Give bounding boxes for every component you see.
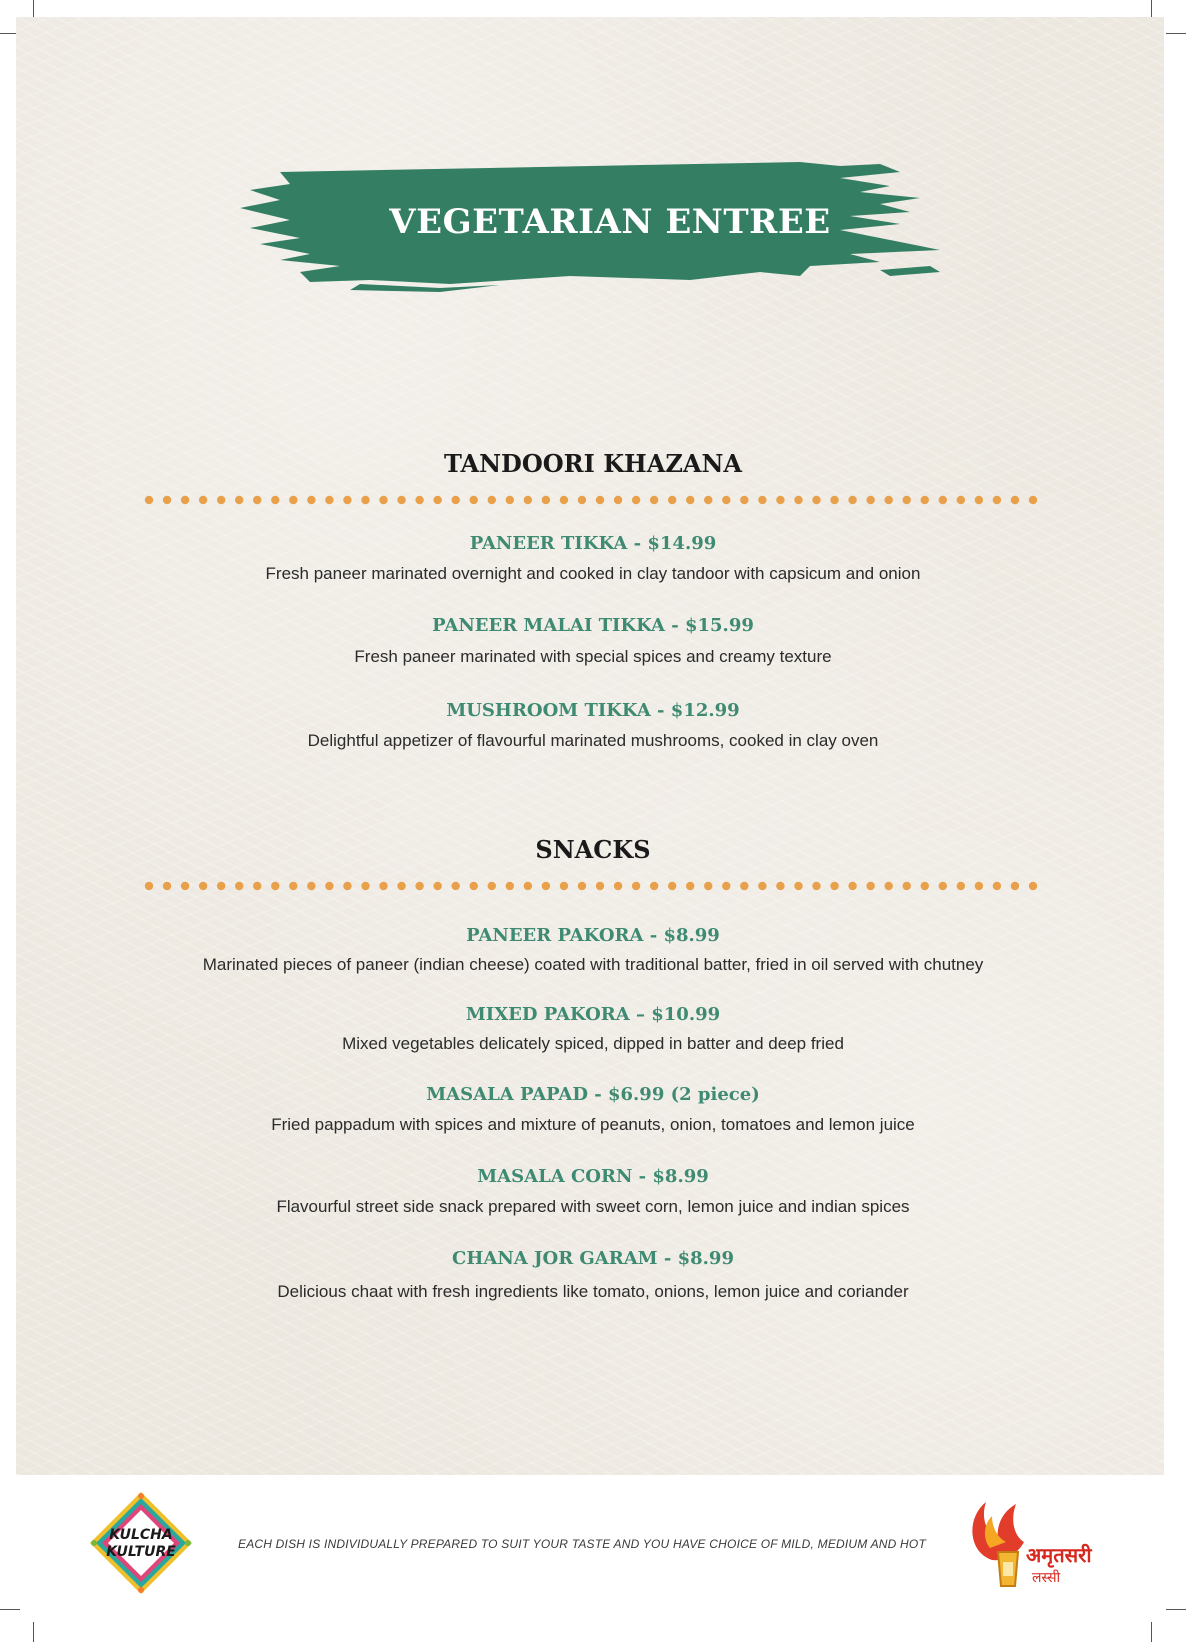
divider-dot [289,496,297,504]
divider-dot [650,882,658,890]
divider-dot [776,882,784,890]
kulcha-kulture-logo [88,1490,194,1596]
divider-dot [163,496,171,504]
divider-dot [560,496,568,504]
menu-item-desc: Delightful appetizer of flavourful marinated mushrooms, cooked in clay oven [307,731,879,750]
menu-item-desc: Mixed vegetables delicately spiced, dipped in batter and deep fried [342,1034,844,1053]
divider-dot [722,882,730,890]
divider-dot [776,496,784,504]
divider-dot [650,496,658,504]
divider-dot [235,496,243,504]
menu-item-name: MASALA PAPAD - $6.99 (2 piece) [426,1084,760,1105]
crop-mark [33,1622,34,1642]
footer-note: EACH DISH IS INDIVIDUALLY PREPARED TO SUIT YOUR TASTE AND YOU HAVE CHOICE OF MILD, MEDIUM AND HOT [238,1537,926,1551]
divider-dot [181,882,189,890]
divider-dot [307,496,315,504]
divider-dot [975,882,983,890]
divider-dot [903,496,911,504]
divider-dot [830,496,838,504]
divider-dot [848,496,856,504]
divider-dot [686,882,694,890]
divider-dot [578,496,586,504]
divider-dot [560,882,568,890]
menu-item-name: MASALA CORN - $8.99 [477,1166,709,1187]
logo-text: लस्सी [1032,1570,1061,1586]
divider-dot [632,496,640,504]
divider-dot [957,882,965,890]
divider-dot [271,882,279,890]
divider-dot [343,882,351,890]
divider-dot [289,882,297,890]
divider-dot [542,496,550,504]
divider-dot [145,882,153,890]
divider-dot [884,882,892,890]
divider-dot [217,496,225,504]
crop-mark [1151,1622,1152,1642]
divider-dot [578,882,586,890]
divider-dot [794,882,802,890]
crop-mark [1166,33,1186,34]
divider-dot [397,882,405,890]
divider-dot [812,496,820,504]
divider-dot [614,496,622,504]
divider-dot [379,496,387,504]
divider-dot [596,882,604,890]
divider-dot [740,496,748,504]
menu-item-name: PANEER MALAI TIKKA - $15.99 [432,615,754,636]
title-banner [240,158,980,296]
menu-item-desc: Fried pappadum with spices and mixture of peanuts, onion, tomatoes and lemon juice [271,1115,915,1134]
divider-dot [668,882,676,890]
divider-dot [866,882,874,890]
divider-dot [524,496,532,504]
divider-dot [1029,496,1037,504]
divider-dot [939,882,947,890]
divider-dot [451,496,459,504]
menu-item-desc: Fresh paneer marinated overnight and cooked in clay tandoor with capsicum and onion [265,564,921,583]
divider-dot [271,496,279,504]
divider-dot [1011,496,1019,504]
divider-dot [325,496,333,504]
crop-mark [1166,1609,1186,1610]
divider-dot [488,496,496,504]
divider-dot [686,496,694,504]
divider-dot [740,882,748,890]
divider-dot [1011,882,1019,890]
menu-item-desc: Fresh paneer marinated with special spices and creamy texture [354,647,832,666]
divider-dot [921,496,929,504]
menu-item-name: PANEER TIKKA - $14.99 [469,533,717,554]
menu-item-desc: Delicious chaat with fresh ingredients like tomato, onions, lemon juice and coriander [277,1282,909,1301]
divider-dot [379,882,387,890]
amritsari-lassi-logo [962,1490,1102,1600]
menu-item-name: MUSHROOM TIKKA - $12.99 [446,700,740,721]
menu-item-desc: Marinated pieces of paneer (indian cheese) coated with traditional batter, fried in oil served with chutney [202,955,984,974]
divider-dot [722,496,730,504]
divider-dot [903,882,911,890]
divider-dot [415,882,423,890]
divider-dot [451,882,459,890]
section-title-snacks: SNACKS [535,835,651,864]
divider-dot [1029,882,1037,890]
divider-dot [993,882,1001,890]
divider-dot [921,882,929,890]
divider-dot [145,496,153,504]
divider-dot [758,882,766,890]
logo-text: KULCHA [109,1527,173,1543]
divider-dot [632,882,640,890]
divider-dot [199,882,207,890]
divider-dot [163,882,171,890]
divider-dot [758,496,766,504]
divider-dot [415,496,423,504]
lassi-logo-icon [962,1490,1102,1600]
menu-item-name: MIXED PAKORA – $10.99 [465,1004,721,1025]
crop-mark [0,1609,20,1610]
divider-dot [704,496,712,504]
menu-item-name: PANEER PAKORA - $8.99 [466,925,720,946]
divider-dot [506,496,514,504]
divider-dot [470,882,478,890]
divider-dot [830,882,838,890]
menu-item-desc: Flavourful street side snack prepared with sweet corn, lemon juice and indian spices [276,1197,910,1216]
divider-dot [253,882,261,890]
diamond-logo-icon [88,1490,194,1596]
divider-dot [433,882,441,890]
divider-dot [848,882,856,890]
section-title-tandoori: TANDOORI KHAZANA [443,449,743,478]
divider-dot [307,882,315,890]
divider-dot [470,496,478,504]
dotted-divider [144,493,1038,507]
menu-item-name: CHANA JOR GARAM - $8.99 [452,1248,734,1269]
divider-dot [704,882,712,890]
divider-dot [614,882,622,890]
divider-dot [343,496,351,504]
divider-dot [596,496,604,504]
divider-dot [361,882,369,890]
divider-dot [325,882,333,890]
divider-dot [812,882,820,890]
divider-dot [397,496,405,504]
divider-dot [217,882,225,890]
divider-dot [199,496,207,504]
logo-text: अमृतसरी [1026,1543,1092,1567]
divider-dot [433,496,441,504]
dotted-divider [144,879,1038,893]
divider-dot [542,882,550,890]
divider-dot [253,496,261,504]
divider-dot [524,882,532,890]
divider-dot [181,496,189,504]
divider-dot [957,496,965,504]
divider-dot [668,496,676,504]
divider-dot [361,496,369,504]
divider-dot [884,496,892,504]
divider-dot [993,496,1001,504]
divider-dot [488,882,496,890]
divider-dot [939,496,947,504]
page-title: VEGETARIAN ENTREE [389,202,831,242]
divider-dot [794,496,802,504]
logo-text: KULTURE [106,1544,176,1560]
divider-dot [235,882,243,890]
divider-dot [866,496,874,504]
divider-dot [975,496,983,504]
divider-dot [506,882,514,890]
